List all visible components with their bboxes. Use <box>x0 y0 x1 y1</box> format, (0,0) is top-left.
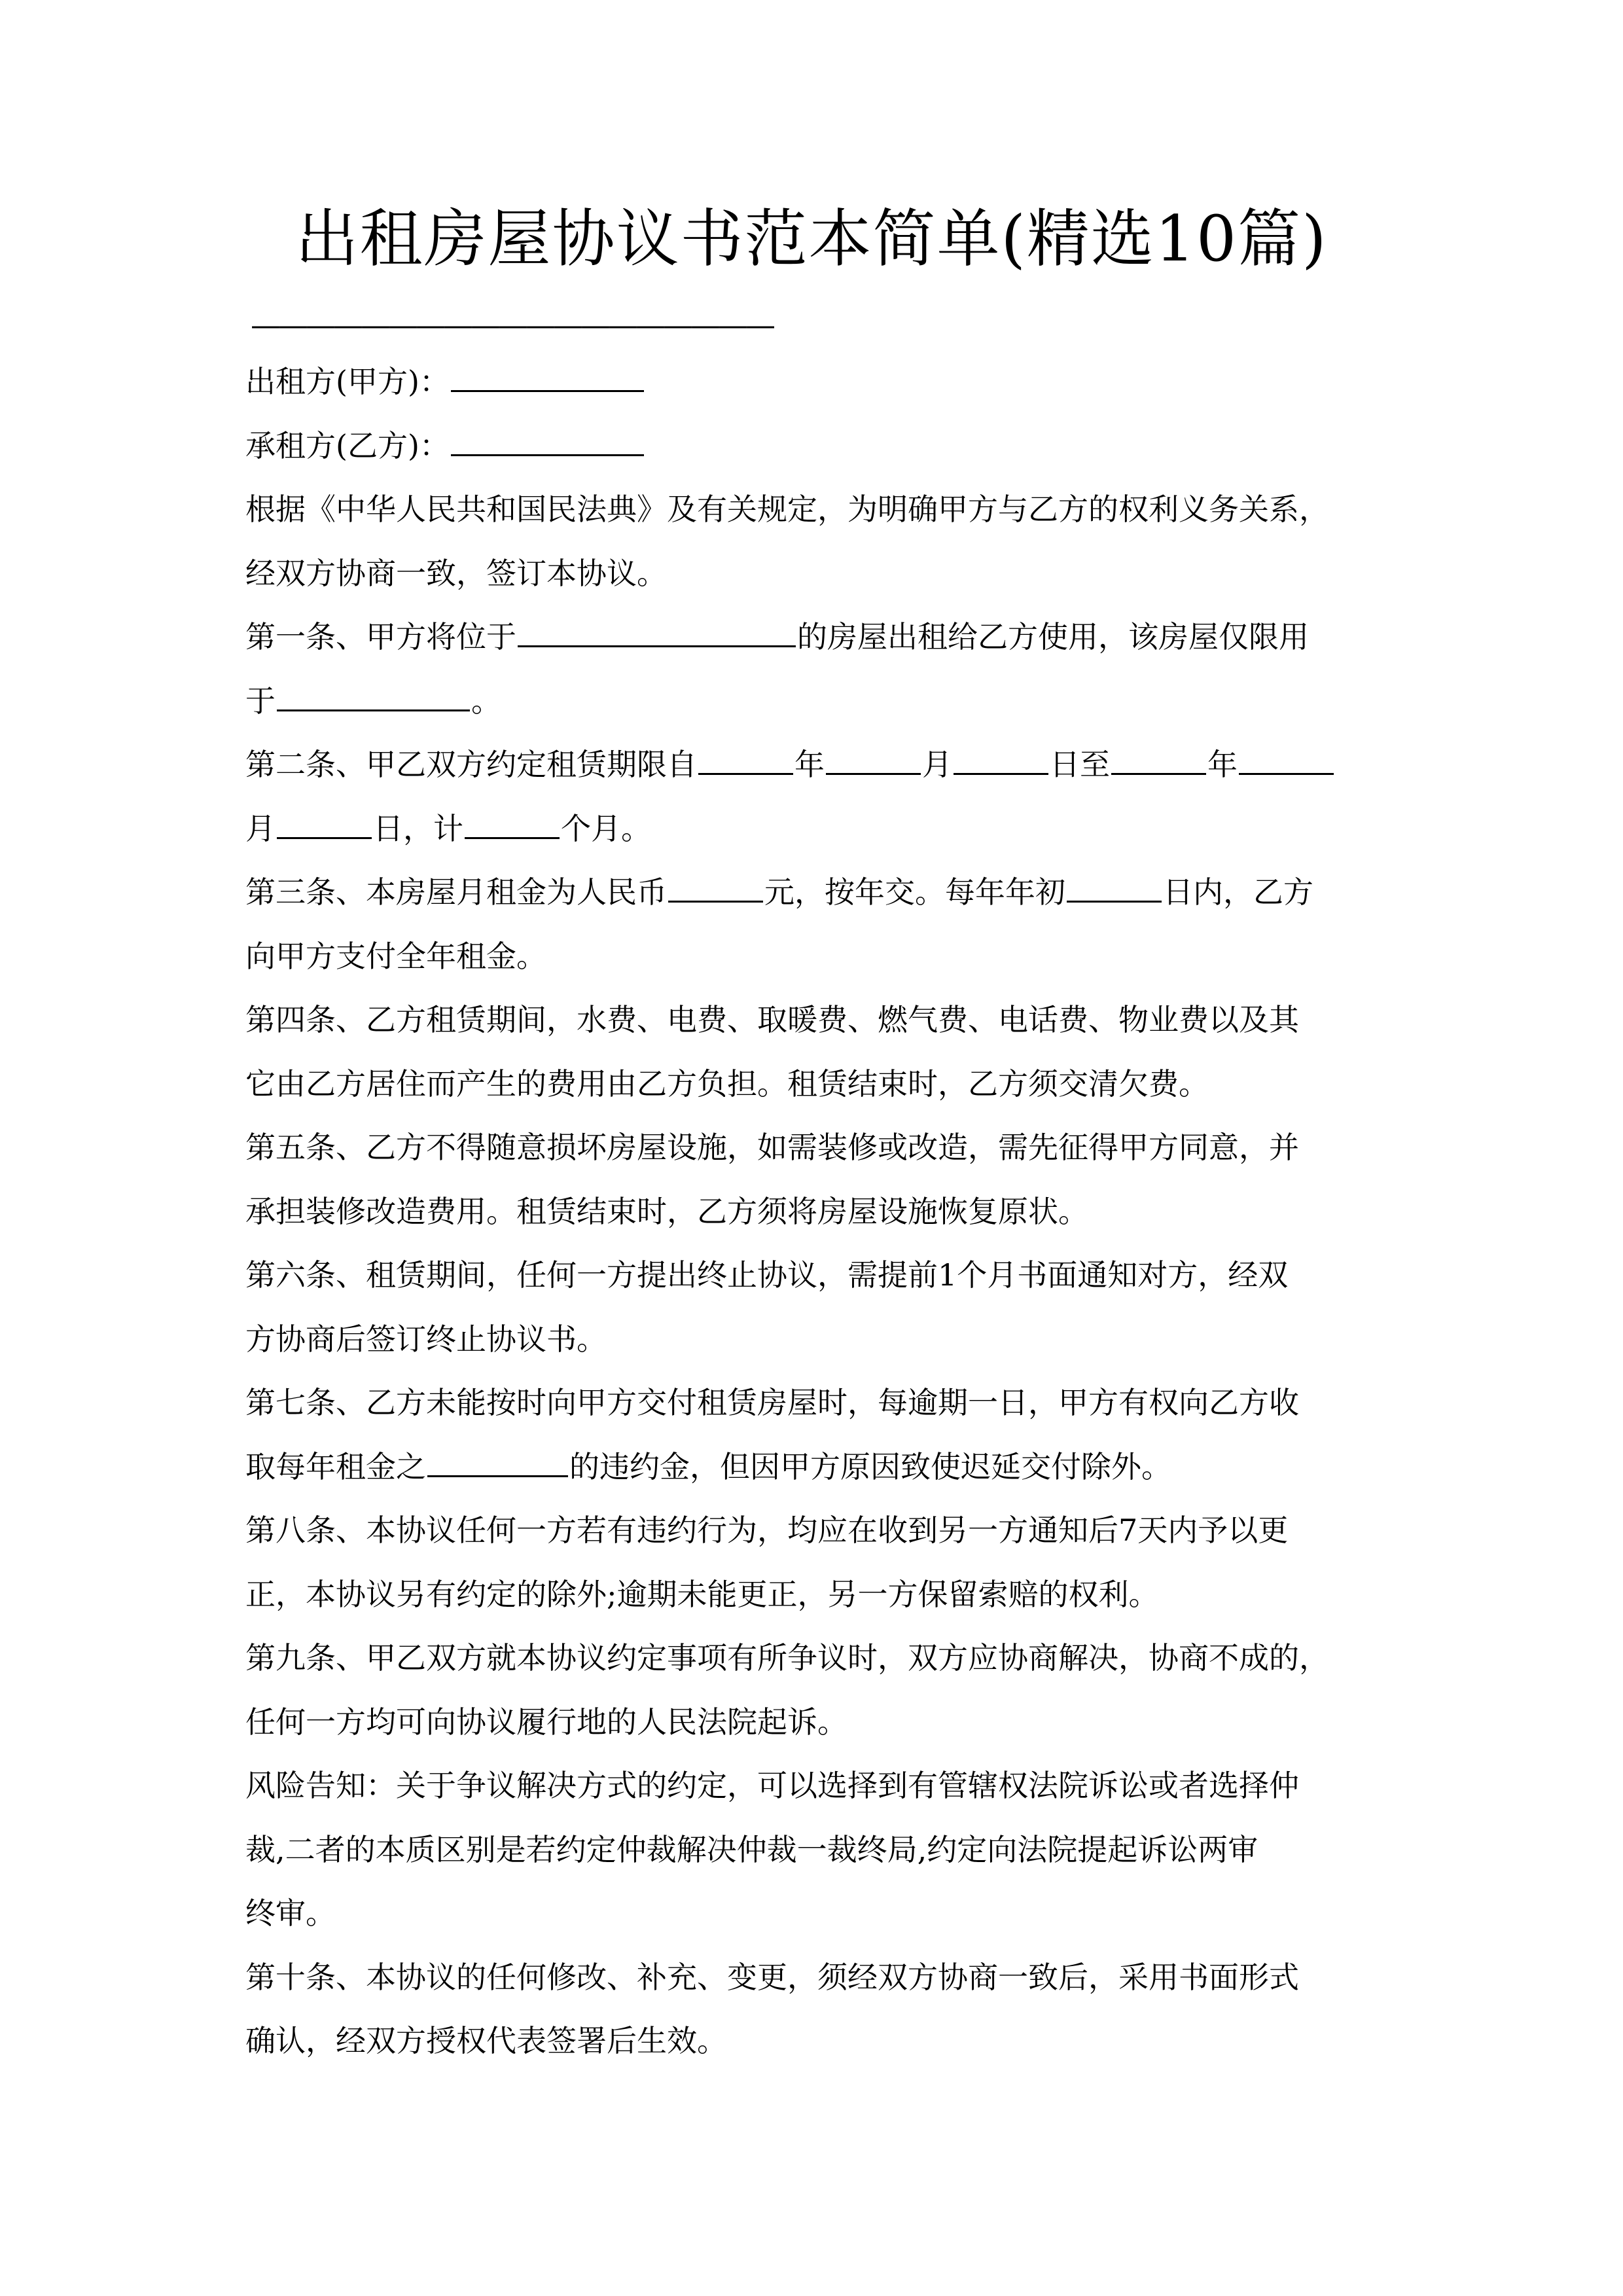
start-month-blank[interactable] <box>826 747 921 775</box>
article-7-text-a: 取每年租金之 <box>245 1448 426 1484</box>
article-1-line-1 <box>245 605 1381 670</box>
article-2-text: 第二条、甲乙双方约定租赁期限自 <box>245 747 697 782</box>
end-day-blank[interactable] <box>277 811 372 839</box>
article-8-line-2: 正，本协议另有约定的除外;逾期未能更正，另一方保留索赔的权利。 <box>245 1576 1159 1612</box>
article-1-text-b: 的房屋出租给乙方使用，该房屋仅限用 <box>797 619 1309 655</box>
landlord-name-blank[interactable] <box>451 364 644 392</box>
start-day-blank[interactable] <box>954 747 1048 775</box>
end-year-blank[interactable] <box>1111 747 1206 775</box>
total-months-blank[interactable] <box>465 811 560 839</box>
article-10-line-2: 确认，经双方授权代表签署后生效。 <box>245 2023 727 2058</box>
article-10-line-1: 第十条、本协议的任何修改、补充、变更，须经双方协商一致后，采用书面形式 <box>245 1959 1299 1995</box>
month-label-2: 月 <box>245 810 276 846</box>
article-7-text-b: 的违约金，但因甲方原因致使迟延交付除外。 <box>569 1448 1171 1484</box>
payment-days-blank[interactable] <box>1067 874 1162 903</box>
article-1-text-a: 第一条、甲方将位于 <box>245 619 516 655</box>
property-usage-blank[interactable] <box>277 683 470 711</box>
title-underline-divider: ——————————————————— <box>251 307 773 342</box>
risk-notice-line-3: 终审。 <box>245 1895 336 1931</box>
agreement-body <box>245 350 1381 2073</box>
article-1-text-d: 。 <box>471 683 501 719</box>
risk-notice-line-2: 裁,二者的本质区别是若约定仲裁解决仲裁一裁终局,约定向法院提起诉讼两审 <box>245 1831 1258 1867</box>
article-5-line-2: 承担装修改造费用。租赁结束时，乙方须将房屋设施恢复原状。 <box>245 1193 1088 1229</box>
landlord-line <box>245 350 1381 414</box>
day-to-label: 日至 <box>1050 747 1110 782</box>
article-9-line-1: 第九条、甲乙双方就本协议约定事项有所争议时，双方应协商解决，协商不成的， <box>245 1640 1329 1676</box>
property-location-blank[interactable] <box>518 619 796 647</box>
article-6-line-1: 第六条、租赁期间，任何一方提出终止协议，需提前1个月书面通知对方，经双 <box>245 1257 1289 1293</box>
day-label-2: 日，计 <box>373 810 463 846</box>
penalty-rate-blank[interactable] <box>427 1449 568 1477</box>
article-4-line-1: 第四条、乙方租赁期间，水费、电费、取暖费、燃气费、电话费、物业费以及其 <box>245 1002 1299 1037</box>
article-1-line-2 <box>245 670 1381 734</box>
article-3-line-2: 向甲方支付全年租金。 <box>245 938 546 974</box>
year-label: 年 <box>794 747 825 782</box>
article-3-text-c: 日内，乙方 <box>1163 874 1313 910</box>
risk-notice-line-1: 风险告知：关于争议解决方式的约定，可以选择到有管辖权法院诉讼或者选择仲 <box>245 1768 1299 1803</box>
tenant-line <box>245 414 1381 478</box>
end-month-blank[interactable] <box>1239 747 1334 775</box>
months-label: 个月。 <box>561 810 651 846</box>
article-3-text-a: 第三条、本房屋月租金为人民币 <box>245 874 667 910</box>
article-4-line-2: 它由乙方居住而产生的费用由乙方负担。租赁结束时，乙方须交清欠费。 <box>245 1066 1209 1102</box>
tenant-name-blank[interactable] <box>451 428 644 456</box>
page-title: 出租房屋协议书范本简单(精选10篇) <box>295 202 1328 276</box>
article-3-text-b: 元，按年交。每年年初 <box>764 874 1065 910</box>
article-8-line-1: 第八条、本协议任何一方若有违约行为，均应在收到另一方通知后7天内予以更 <box>245 1513 1289 1548</box>
article-7-line-2 <box>245 1435 1381 1499</box>
preamble-line-1: 根据《中华人民共和国民法典》及有关规定，为明确甲方与乙方的权利义务关系， <box>245 492 1329 527</box>
article-2-line-2 <box>245 797 1381 861</box>
article-3-line-1 <box>245 861 1381 925</box>
tenant-label: 承租方(乙方)： <box>245 427 450 463</box>
article-7-line-1: 第七条、乙方未能按时向甲方交付租赁房屋时，每逾期一日，甲方有权向乙方收 <box>245 1385 1299 1420</box>
year-label-2: 年 <box>1207 747 1238 782</box>
article-6-line-2: 方协商后签订终止协议书。 <box>245 1321 607 1357</box>
article-1-text-c: 于 <box>245 683 276 719</box>
article-9-line-2: 任何一方均可向协议履行地的人民法院起诉。 <box>245 1704 847 1740</box>
article-2-line-1 <box>245 733 1381 797</box>
monthly-rent-blank[interactable] <box>668 874 763 903</box>
landlord-label: 出租方(甲方)： <box>245 364 450 399</box>
month-label: 月 <box>922 747 952 782</box>
start-year-blank[interactable] <box>698 747 793 775</box>
preamble-line-2: 经双方协商一致，签订本协议。 <box>245 555 667 591</box>
article-5-line-1: 第五条、乙方不得随意损坏房屋设施，如需装修或改造，需先征得甲方同意，并 <box>245 1130 1299 1165</box>
